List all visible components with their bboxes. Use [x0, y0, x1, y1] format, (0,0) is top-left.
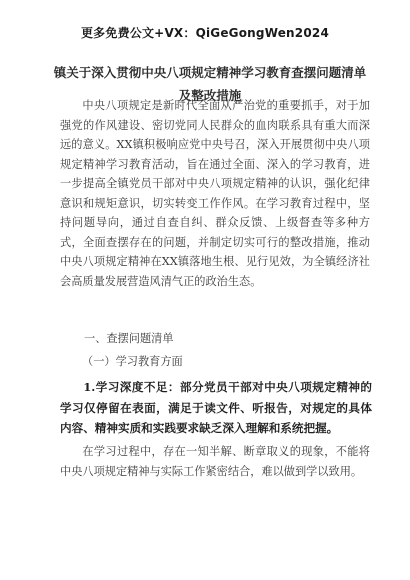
subsection-heading: （一）学习教育方面: [82, 355, 183, 368]
point-paragraph: 在学习过程中，存在一知半解、断章取义的现象，不能将中央八项规定精神与实际工作紧密结合，难以做到学以致用。: [60, 445, 370, 478]
document-title: 镇关于深入贯彻中央八项规定精神学习教育查摆问题清单及整改措施: [53, 65, 367, 103]
point-title: 1.学习深度不足：部分党员干部对中央八项规定精神的学习仅停留在表面，满足于读文件、听报告，对规定的具体内容、精神实质和实践要求缺乏深入理解和系统把握。: [60, 380, 372, 435]
promo-banner: 更多免费公文+VX：QiGeGongWen2024: [80, 26, 329, 40]
section-heading: 一、查摆问题清单: [84, 332, 174, 345]
intro-paragraph: 中央八项规定是新时代全面从严治党的重要抓手，对于加强党的作风建设、密切党同人民群众的血肉联系具有重大而深远的意义。XX镇积极响应党中央号召，深入开展贯彻中央八项规定精神学习教育活动，旨在通过全面、深入的学习教育，进一步提高全镇党员干部对中央八项规定精神的认识，强化纪律意识和规矩意识，切实转变工作作风。在学习教育过程中，坚持问题导向，通过自查自纠、群众反馈、上级督查等多种方式，全面查摆存在的问题，并制定切实可行的整改措施，推动中央八项规定精神在XX镇落地生根、见行见效，为全镇经济社会高质量发展营造风清气正的政治生态。: [60, 99, 370, 288]
